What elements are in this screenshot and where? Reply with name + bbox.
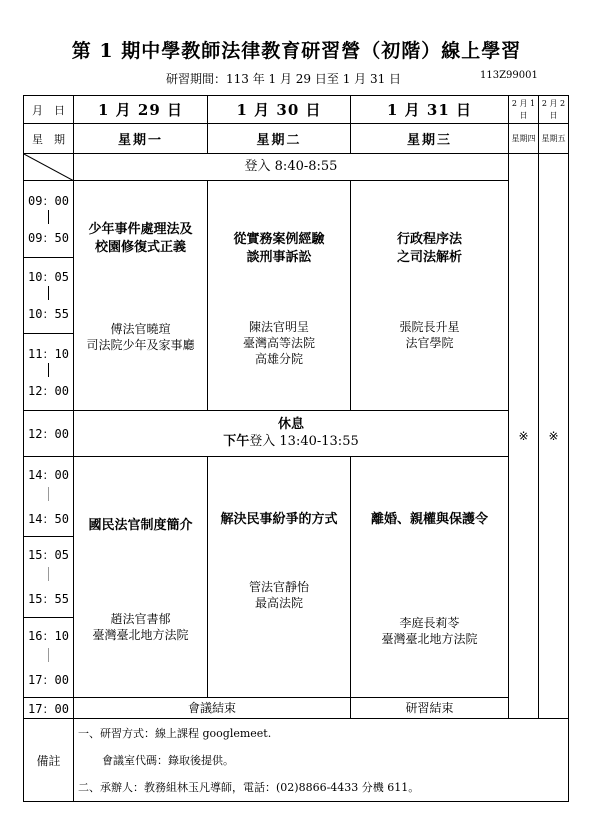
weekday-wed: 星期三 [351,124,509,154]
subject: 解決民事紛爭的方式 [220,511,338,527]
login-am: 登入 8:40-8:55 [74,154,509,181]
date-feb2: 2 月 2 日 [539,96,569,124]
weekday-fri: 星期五 [539,124,569,154]
time-1610: 16：10 [28,628,69,643]
speaker-org: 臺灣臺北地方法院 [381,631,478,646]
date-jan31: 1 月 31 日 [351,96,509,124]
afternoon-mon [74,456,208,697]
time-1200-break: 12：00 [24,410,74,456]
speaker-name: 管法官靜怡 [248,579,309,594]
time-1005: 10：05 [28,270,69,285]
time-slot-1505-1555 [24,537,74,617]
morning-wed [351,181,509,410]
notes-label: 備註 [24,719,74,802]
afternoon-wed [351,456,509,697]
date-jan29: 1 月 29 日 [74,96,208,124]
time-1400: 14：00 [28,467,69,482]
morning-tue [208,181,351,410]
study-period: 研習期間：113 年 1 月 29 日至 1 月 31 日 [166,72,402,86]
speaker-org: 臺灣高等法院 [242,336,315,351]
time-bar [48,363,49,377]
speaker-org-2: 高雄分院 [254,352,303,367]
note-1: 一、研習方式：線上課程 googlemeet. [78,726,272,740]
afternoon-tue [208,456,351,697]
meeting-end: 會議結束 [74,698,351,719]
speaker-org: 最高法院 [254,595,303,610]
fri-mark: ※ [539,154,569,719]
time-bar [48,487,49,501]
date-feb1: 2 月 1 日 [509,96,539,124]
subject: 行政程序法之司法解析 [396,232,462,266]
time-slot-1110-1200 [24,334,74,410]
time-bar [48,567,49,581]
speaker-org: 司法院少年及家事廳 [86,338,195,353]
subject: 少年事件處理法及校園修復式正義 [88,222,193,256]
speaker-name: 陳法官明呈 [248,320,309,335]
break-title: 休息 [277,417,304,433]
weekday-mon: 星期一 [74,124,208,154]
page-title: 第 1 期中學教師法律教育研習營（初階）線上學習 [71,40,522,62]
time-1200: 12：00 [28,383,69,398]
weekday-label: 星 期 [24,124,74,154]
weekday-thu: 星期四 [509,124,539,154]
speaker-name: 張院長升星 [399,320,460,335]
subject: 從實務案例經驗談刑事訴訟 [233,232,325,266]
weekday-tue: 星期二 [208,124,351,154]
time-1110: 11：10 [28,346,69,361]
course-code: 113Z99001 [480,70,538,81]
date-label: 月 日 [24,96,74,124]
time-slot-1400-1450 [24,456,74,536]
subject: 國民法官制度簡介 [88,517,193,533]
time-1055: 10：55 [28,307,69,322]
time-1700-end: 17：00 [24,698,74,719]
speaker-org: 臺灣臺北地方法院 [92,627,189,642]
time-0950: 09：50 [28,230,69,245]
note-3: 二、承辦人：教務組林玉凡導師，電話：(02)8866-4433 分機 611。 [78,780,420,794]
study-end: 研習結束 [351,698,509,719]
speaker-org: 法官學院 [405,336,454,351]
schedule-table [23,95,569,802]
speaker-name: 李庭長莉苓 [399,615,460,630]
date-jan30: 1 月 30 日 [208,96,351,124]
notes-cell [74,719,569,802]
note-2: 會議室代碼：錄取後提供。 [102,753,234,767]
speaker-name: 傅法官曉瑄 [110,322,171,337]
diagonal-cell [24,154,74,181]
thu-mark: ※ [509,154,539,719]
time-slot-1005-1055 [24,257,74,333]
time-1505: 15：05 [28,548,69,563]
morning-mon [74,181,208,410]
time-1450: 14：50 [28,511,69,526]
time-bar [48,210,49,224]
time-bar [48,286,49,300]
time-slot-0900-0950 [24,181,74,257]
login-pm: 登入 13:40-13:55 [249,434,359,450]
time-0900: 09：00 [28,193,69,208]
time-1700: 17：00 [28,672,69,687]
afternoon-label: 下午 [223,434,250,450]
time-bar [48,648,49,662]
break-cell [74,410,509,456]
diagonal-line [24,154,74,181]
subject: 離婚、親權與保護令 [370,511,488,527]
time-slot-1610-1700 [24,617,74,697]
time-1555: 15：55 [28,592,69,607]
speaker-name: 趙法官書郁 [110,611,171,626]
